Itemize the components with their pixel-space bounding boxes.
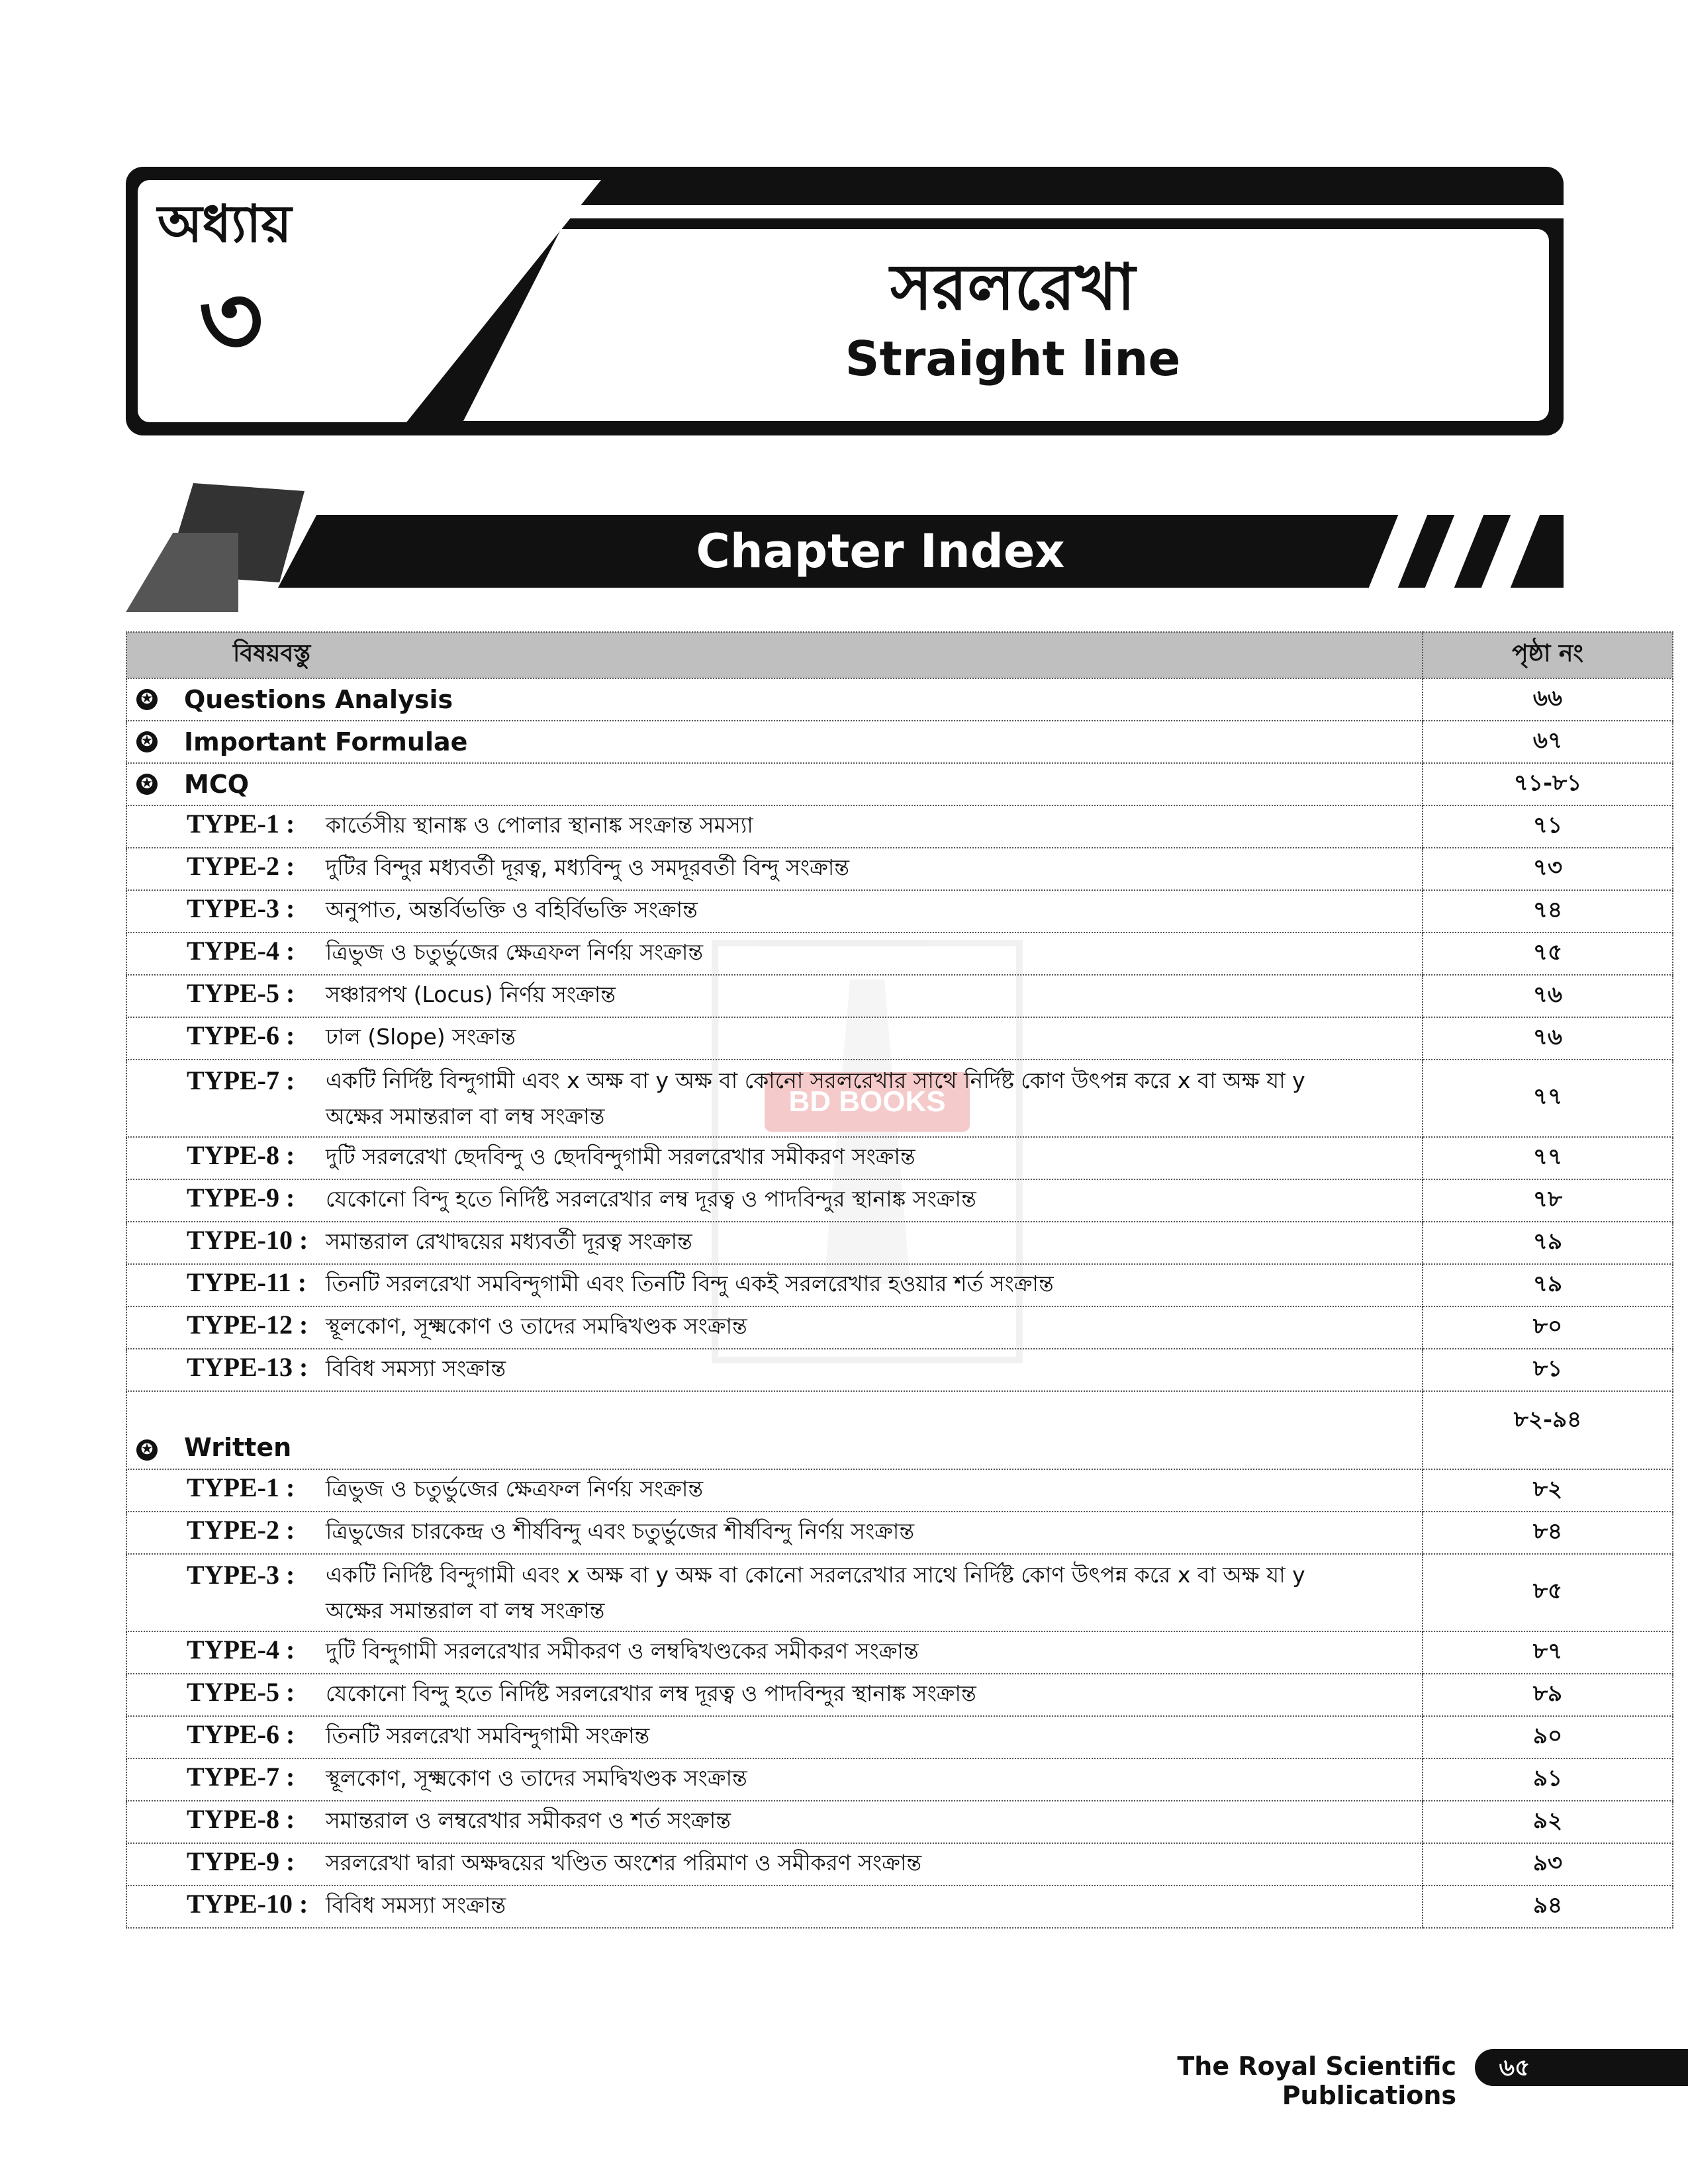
type-label: TYPE-10 : (187, 1889, 308, 1919)
table-row (126, 1179, 1673, 1222)
type-description[interactable]: দুটি সরলরেখা ছেদবিন্দু ও ছেদবিন্দুগামী সরলরেখার সমীকরণ সংক্রান্ত (326, 1144, 915, 1169)
banner-decoration-front (126, 533, 238, 612)
type-label: TYPE-3 : (187, 893, 295, 923)
type-label: TYPE-5 : (187, 1677, 295, 1707)
type-description[interactable]: সমান্তরাল রেখাদ্বয়ের মধ্যবর্তী দূরত্ব সংক্রান্ত (326, 1228, 692, 1254)
page-number-cell: ৬৬ (1532, 684, 1563, 711)
type-label: TYPE-9 : (187, 1846, 295, 1876)
table-row (126, 1469, 1673, 1512)
type-description[interactable]: যেকোনো বিন্দু হতে নির্দিষ্ট সরলরেখার লম্ব দূরত্ব ও পাদবিন্দুর স্থানাঙ্ক সংক্রান্ত (326, 1186, 976, 1212)
table-row (126, 1554, 1673, 1631)
table-header-row (126, 632, 1673, 678)
page-number-cell: ৮৫ (1532, 1578, 1563, 1604)
page-number-cell: ৮২-৯৪ (1513, 1406, 1582, 1433)
table-row (126, 848, 1673, 890)
table-row (126, 1060, 1673, 1137)
chapter-index-title: Chapter Index (696, 524, 1065, 578)
chapter-word: অধ্যায় (158, 194, 292, 254)
table-row (126, 805, 1673, 848)
type-label: TYPE-1 : (187, 1473, 295, 1502)
column-header-page: পৃষ্ঠা নং (1423, 632, 1673, 678)
table-row (126, 1264, 1673, 1306)
page-number-cell: ৯১ (1532, 1764, 1563, 1792)
type-description[interactable]: তিনটি সরলরেখা সমবিন্দুগামী এবং তিনটি বিন্দু একই সরলরেখার হওয়ার শর্ত সংক্রান্ত (326, 1271, 1054, 1297)
type-label: TYPE-13 : (187, 1352, 308, 1382)
table-row (126, 1137, 1673, 1179)
type-label: TYPE-5 : (187, 978, 295, 1008)
type-label: TYPE-7 : (187, 1762, 295, 1792)
page-number-cell: ৭৮ (1532, 1185, 1563, 1212)
type-label: TYPE-3 : (187, 1559, 295, 1590)
table-row (126, 1349, 1673, 1391)
page-number-cell: ৭৬ (1532, 1023, 1563, 1050)
type-label: TYPE-12 : (187, 1310, 308, 1340)
watermark-badge: BD BOOKS (765, 1072, 970, 1132)
type-label: TYPE-9 : (187, 1183, 295, 1212)
type-description[interactable]: তিনটি সরলরেখা সমবিন্দুগামী সংক্রান্ত (326, 1723, 650, 1749)
chapter-index-table (126, 631, 1673, 1929)
page-number-cell: ৭১-৮১ (1513, 769, 1582, 796)
table-row (126, 1512, 1673, 1554)
table-row (126, 975, 1673, 1017)
type-label: TYPE-4 : (187, 936, 295, 966)
page-number-cell: ৭৬ (1532, 981, 1563, 1008)
page-number-cell: ৭৫ (1532, 938, 1563, 966)
type-description[interactable]: ঢাল (Slope) সংক্রান্ত (326, 1024, 516, 1050)
column-header-topic: বিষয়বস্তু (126, 632, 1423, 678)
type-label: TYPE-7 : (187, 1065, 295, 1095)
type-label: TYPE-8 : (187, 1140, 295, 1170)
section-written[interactable]: Written (184, 1433, 292, 1462)
table-row (126, 1631, 1673, 1674)
type-description[interactable]: যেকোনো বিন্দু হতে নির্দিষ্ট সরলরেখার লম্ব দূরত্ব ও পাদবিন্দুর স্থানাঙ্ক সংক্রান্ত (326, 1680, 976, 1706)
type-description[interactable]: দুটির বিন্দুর মধ্যবর্তী দূরত্ব, মধ্যবিন্দু ও সমদূরবর্তী বিন্দু সংক্রান্ত (326, 854, 850, 880)
page-number-cell: ৭৯ (1532, 1228, 1563, 1255)
page-number-cell: ৭৯ (1532, 1270, 1563, 1297)
page-number: ৬৫ (1499, 2054, 1530, 2081)
star-circle-icon: ✪ (136, 689, 158, 710)
page-number-cell: ৬৭ (1532, 727, 1563, 754)
type-label: TYPE-2 : (187, 1515, 295, 1545)
type-description[interactable]: একটি নির্দিষ্ট বিন্দুগামী এবং x অক্ষ বা y অক্ষ বা কোনো সরলরেখার সাথে নির্দিষ্ট কোণ উৎপন্ন করে x বা অক্ষ যা y অক্ষের সমান্তরাল বা লম্ব সংক্রান্ত (326, 1067, 1305, 1129)
type-description[interactable]: অনুপাত, অন্তর্বিভক্তি ও বহির্বিভক্তি সংক্রান্ত (326, 897, 698, 923)
table-row (126, 1017, 1673, 1060)
section-mcq[interactable]: MCQ (184, 770, 250, 799)
type-description[interactable]: স্থূলকোণ, সূক্ষ্মকোণ ও তাদের সমদ্বিখণ্ডক সংক্রান্ত (326, 1765, 747, 1791)
table-row (126, 1306, 1673, 1349)
type-label: TYPE-4 : (187, 1635, 295, 1664)
type-description[interactable]: স্থূলকোণ, সূক্ষ্মকোণ ও তাদের সমদ্বিখণ্ডক সংক্রান্ত (326, 1313, 747, 1339)
chapter-title-english: Straight line (845, 331, 1181, 387)
chapter-title-bengali: সরলরেখা (890, 250, 1136, 324)
type-label: TYPE-1 : (187, 809, 295, 839)
star-circle-icon: ✪ (136, 774, 158, 795)
table-row (126, 1758, 1673, 1801)
page-number-cell: ৭৪ (1532, 896, 1563, 923)
type-description[interactable]: সরলরেখা দ্বারা অক্ষদ্বয়ের খণ্ডিত অংশের পরিমাণ ও সমীকরণ সংক্রান্ত (326, 1850, 922, 1876)
page-number-cell: ৭৭ (1532, 1143, 1563, 1170)
type-description[interactable]: ত্রিভুজ ও চতুর্ভুজের ক্ষেত্রফল নির্ণয় সংক্রান্ত (326, 1476, 704, 1502)
type-description[interactable]: বিবিধ সমস্যা সংক্রান্ত (326, 1355, 506, 1381)
table-row (126, 1391, 1673, 1469)
page-number-cell: ৯২ (1532, 1807, 1563, 1834)
type-label: TYPE-11 : (187, 1267, 307, 1297)
page-number-cell: ৭১ (1532, 811, 1563, 839)
type-description[interactable]: বিবিধ সমস্যা সংক্রান্ত (326, 1892, 506, 1918)
type-label: TYPE-8 : (187, 1804, 295, 1834)
table-row (126, 1674, 1673, 1716)
header-decorative-stripe (510, 205, 1569, 218)
chapter-number: ৩ (199, 262, 263, 379)
type-description[interactable]: সমান্তরাল ও লম্বরেখার সমীকরণ ও শর্ত সংক্রান্ত (326, 1807, 731, 1833)
table-row (126, 721, 1673, 763)
page-number-cell: ৮২ (1532, 1475, 1563, 1502)
page-number-cell: ৮১ (1532, 1355, 1563, 1382)
type-label: TYPE-6 : (187, 1719, 295, 1749)
table-row (126, 1716, 1673, 1758)
table-row (126, 763, 1673, 805)
table-row (126, 1222, 1673, 1264)
page-number-cell: ৭৩ (1532, 854, 1563, 881)
type-label: TYPE-6 : (187, 1021, 295, 1050)
table-row (126, 1886, 1673, 1928)
star-circle-icon: ✪ (136, 731, 158, 752)
page-number-cell: ৯৪ (1532, 1891, 1563, 1919)
type-description[interactable]: একটি নির্দিষ্ট বিন্দুগামী এবং x অক্ষ বা y অক্ষ বা কোনো সরলরেখার সাথে নির্দিষ্ট কোণ উৎপন্ন করে x বা অক্ষ যা y অক্ষের সমান্তরাল বা লম্ব সংক্রান্ত (326, 1561, 1305, 1623)
section-important-formulae[interactable]: Important Formulae (184, 727, 468, 756)
table-row (126, 1843, 1673, 1886)
type-description[interactable]: দুটি বিন্দুগামী সরলরেখার সমীকরণ ও লম্বদ্বিখণ্ডকের সমীকরণ সংক্রান্ত (326, 1638, 919, 1664)
page-number-cell: ৭৭ (1532, 1083, 1563, 1110)
type-label: TYPE-2 : (187, 851, 295, 881)
page-number-cell: ৯০ (1532, 1722, 1563, 1749)
type-description[interactable]: কার্তেসীয় স্থানাঙ্ক ও পোলার স্থানাঙ্ক সংক্রান্ত সমস্যা (326, 812, 753, 838)
page-number-cell: ৮৭ (1532, 1637, 1563, 1664)
star-circle-icon: ✪ (136, 1439, 158, 1461)
table-row (126, 1801, 1673, 1843)
table-row (126, 890, 1673, 933)
type-description[interactable]: ত্রিভুজ ও চতুর্ভুজের ক্ষেত্রফল নির্ণয় সংক্রান্ত (326, 939, 704, 965)
page-number-cell: ৮৯ (1532, 1680, 1563, 1707)
page-number-cell: ৮৪ (1532, 1518, 1563, 1545)
section-questions-analysis[interactable]: Questions Analysis (184, 685, 453, 714)
table-row (126, 678, 1673, 721)
type-description[interactable]: সঞ্চারপথ (Locus) নির্ণয় সংক্রান্ত (326, 981, 616, 1007)
page-number-cell: ৯৩ (1532, 1849, 1563, 1876)
table-row (126, 933, 1673, 975)
type-description[interactable]: ত্রিভুজের চারকেন্দ্র ও শীর্ষবিন্দু এবং চতুর্ভুজের শীর্ষবিন্দু নির্ণয় সংক্রান্ত (326, 1518, 915, 1544)
page-number-cell: ৮০ (1532, 1312, 1563, 1340)
publisher-name: The Royal Scientific Publications (1177, 2052, 1456, 2110)
type-label: TYPE-10 : (187, 1225, 308, 1255)
